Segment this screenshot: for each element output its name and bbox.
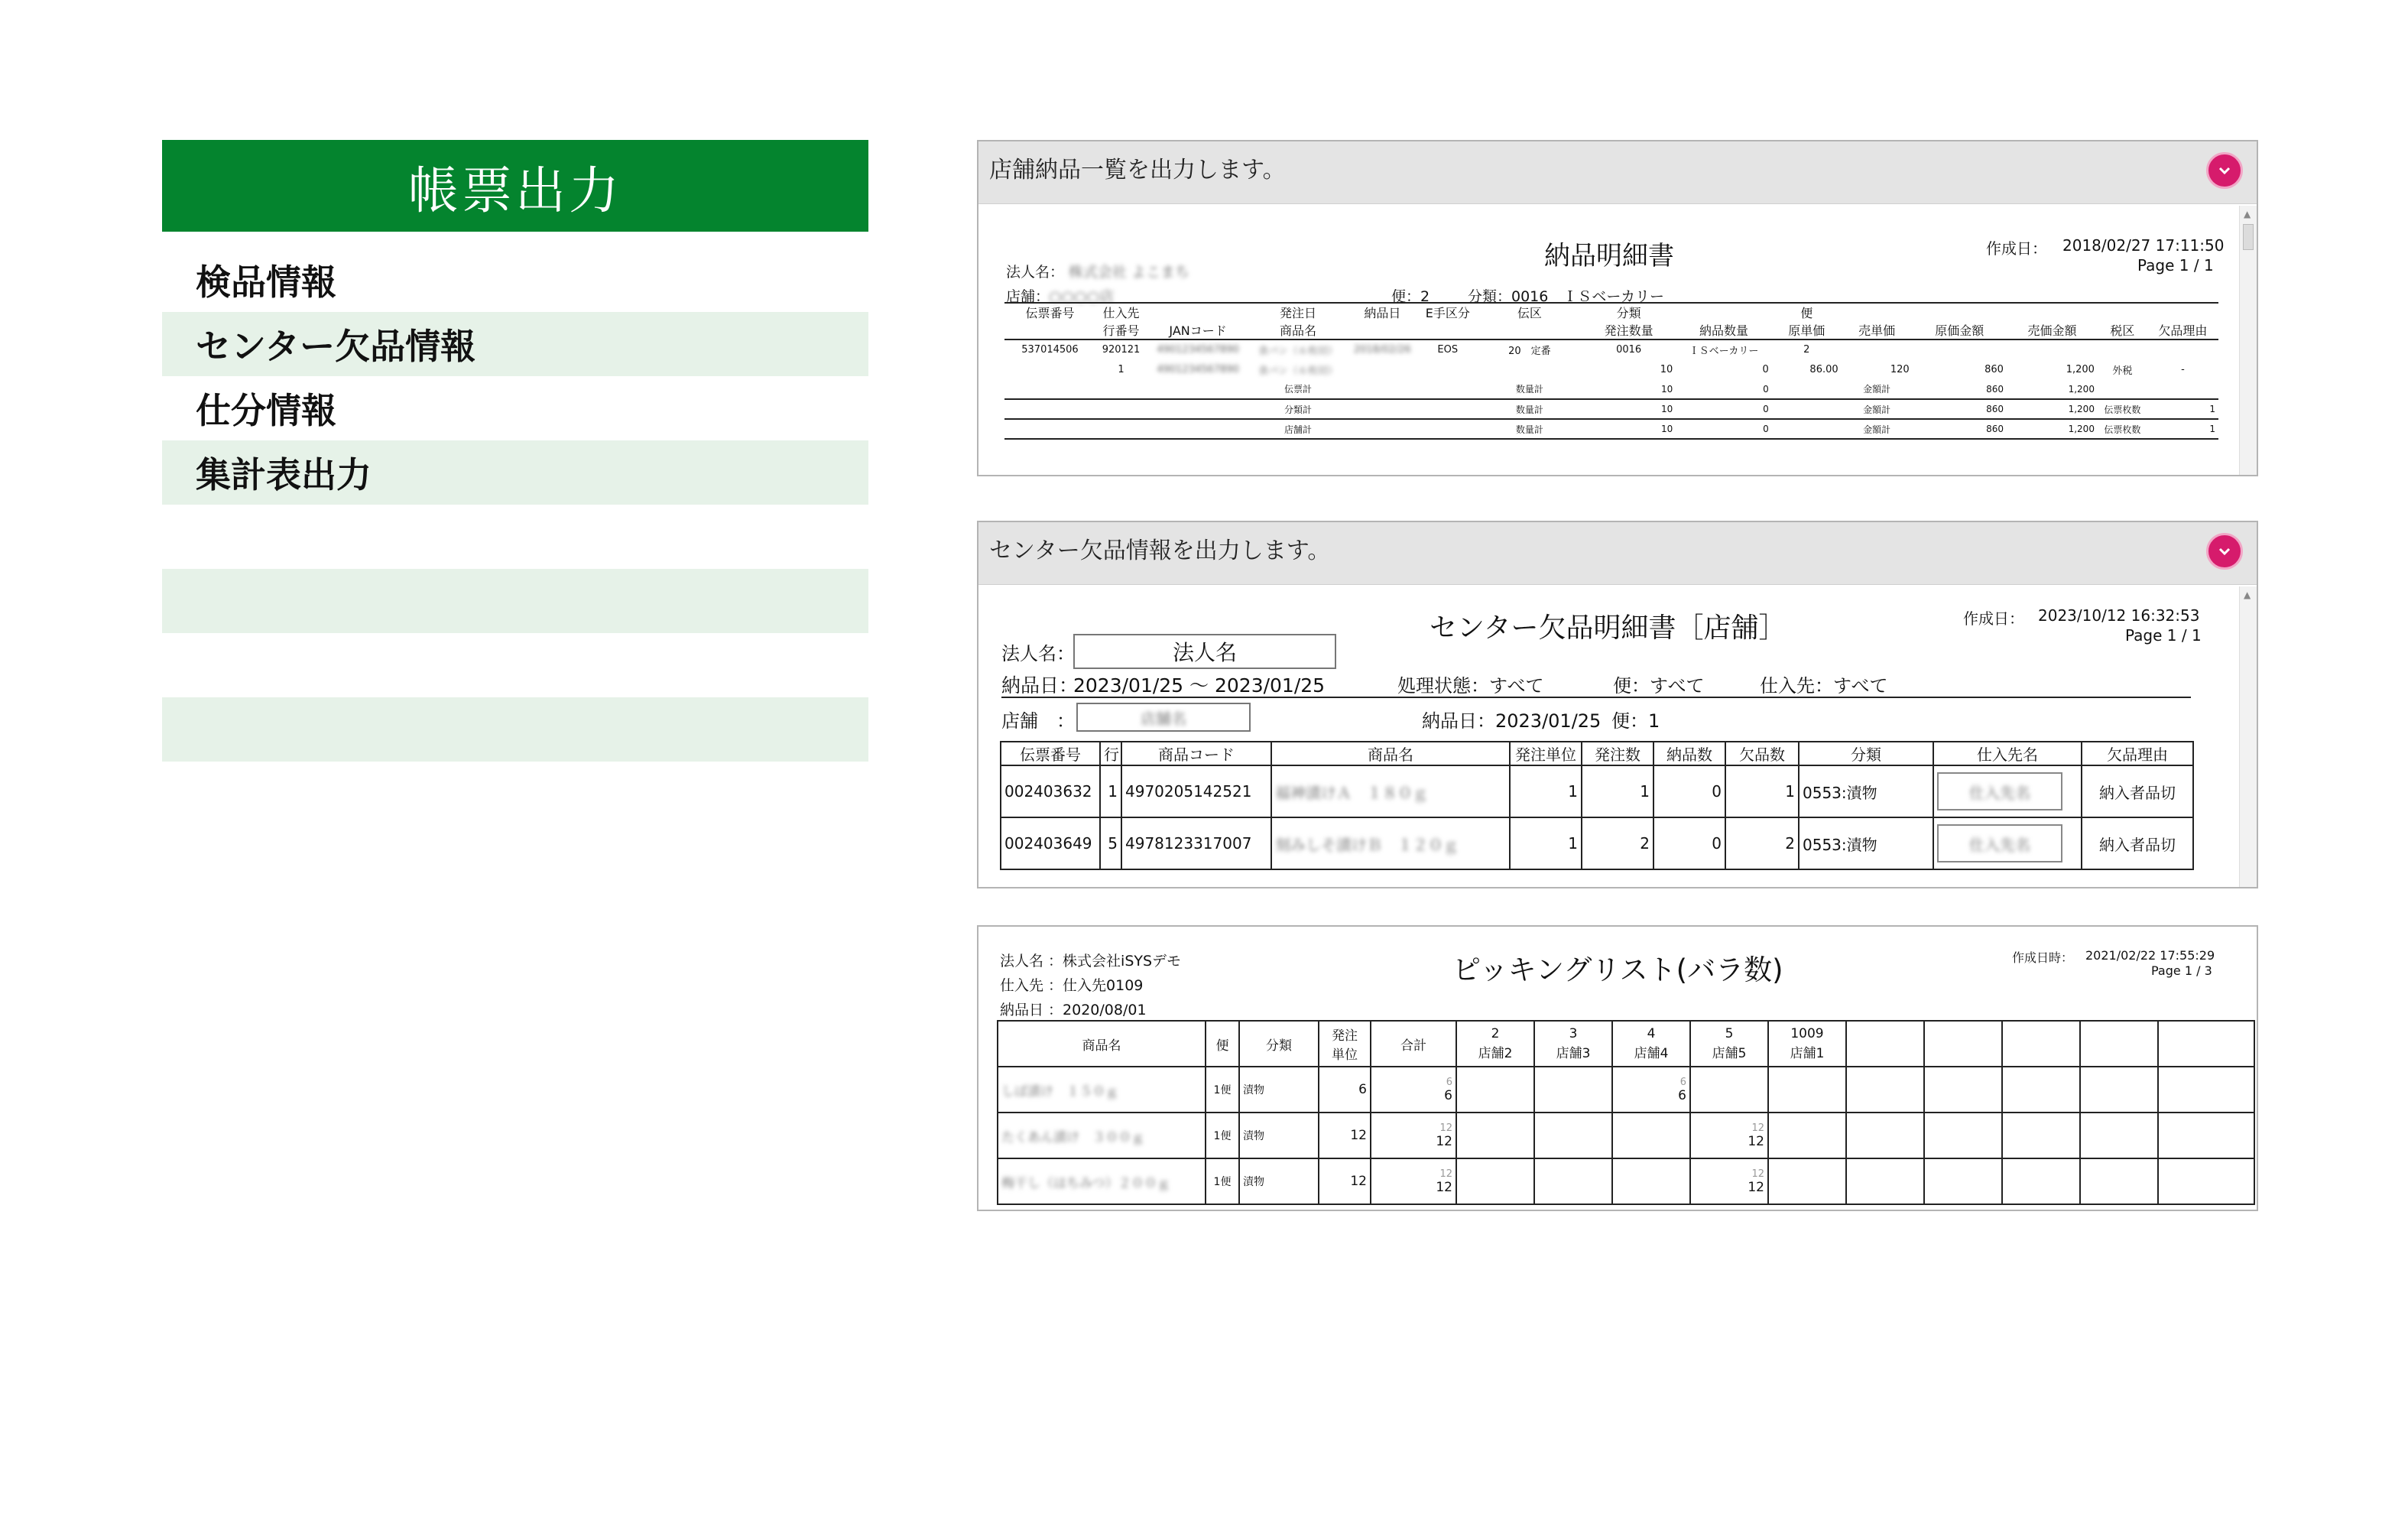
panel-description: センター欠品情報を出力します。 (989, 538, 1331, 564)
store-qty-cell (1846, 1158, 1924, 1204)
store-header-cell (1768, 1021, 1846, 1067)
total-value: 12 (1436, 1179, 1452, 1195)
subtotal-cell: 0 (1676, 379, 1771, 399)
store-qty-cell (1846, 1067, 1924, 1113)
subtotal-cell (2147, 379, 2218, 399)
subtotal-cell (1772, 419, 1842, 439)
store-number: 5 (1725, 1026, 1734, 1041)
shortage-qty: 1 (1725, 765, 1799, 817)
expand-toggle-button[interactable] (2206, 152, 2243, 189)
store-name: ○○○○店 (1049, 288, 1115, 305)
store-qty-cell (1768, 1067, 1846, 1113)
subtotal-cell (1418, 379, 1478, 399)
category: 0553:漬物 (1799, 817, 1933, 869)
category: 漬物 (1239, 1113, 1319, 1158)
subtotal-cell: 伝票計 (1249, 379, 1347, 399)
table-cell (1347, 359, 1418, 379)
table-cell: 920121 (1102, 344, 1141, 356)
total-value: 12 (1436, 1133, 1452, 1149)
table-cell (1004, 359, 1095, 379)
line-number: 5 (1100, 817, 1121, 869)
header-cell: 伝区 (1478, 303, 1582, 321)
header-cell: 欠品数 (1725, 742, 1799, 765)
supplier-line: 仕入先 ：仕入先0109 (1000, 977, 1144, 994)
corp-label: 法人名： (1006, 264, 1065, 281)
store-qty-cell (1924, 1158, 2002, 1204)
table-cell (1418, 359, 1478, 379)
store-header-cell (1534, 1021, 1612, 1067)
category-label: 分類：0016 ＩＳベーカリー (1468, 288, 1664, 305)
delivery-range-label: 納品日： (1001, 674, 1079, 697)
header-cell: 合計 (1371, 1021, 1456, 1067)
delivery-list-panel (977, 140, 2258, 476)
total-cell (1371, 1067, 1456, 1113)
table-cell: - (2181, 363, 2185, 375)
bin: 1便 (1206, 1113, 1239, 1158)
table-row (998, 1067, 2254, 1113)
subtotal-row (1004, 379, 2218, 399)
header-cell (1913, 303, 2007, 321)
line-number: 1 (1100, 765, 1121, 817)
table-header-row (1001, 742, 2193, 765)
header-cell (2098, 303, 2147, 321)
subtotal-cell: 0 (1676, 399, 1771, 419)
store-qty-cell (2158, 1113, 2254, 1158)
header-cell: 売単価 (1842, 321, 1913, 339)
header-cell: 便 (1772, 303, 1842, 321)
subtotal-cell: 860 (1913, 379, 2007, 399)
table-cell: 537014506 (1021, 344, 1079, 356)
header-cell: 発注単位 (1510, 742, 1582, 765)
store-number: 3 (1569, 1026, 1578, 1041)
header-cell: 原価金額 (1913, 321, 2007, 339)
header-cell: 税区 (2098, 321, 2147, 339)
table-row (998, 1113, 2254, 1158)
created-date: 2021/02/22 17:55:29 (2085, 948, 2215, 963)
header-cell: 商品名 (1249, 321, 1347, 339)
order-unit: 12 (1319, 1158, 1371, 1204)
supplier-filter: 仕入先：すべて (1760, 675, 1888, 697)
delivered-qty: 0 (1653, 817, 1725, 869)
store-header-cell (1456, 1021, 1534, 1067)
subtotal-cell (1347, 379, 1418, 399)
table-row (1001, 817, 2193, 869)
product-code: 4978123317007 (1121, 817, 1271, 869)
store-number: 1009 (1790, 1026, 1824, 1041)
delivery-detail-table (1004, 302, 2218, 440)
delivery-range: 2023/01/25 ～ 2023/01/25 (1073, 674, 1326, 697)
corp-name: 法人名 (1172, 640, 1237, 665)
table-row (1001, 765, 2193, 817)
store-qty-cell (2080, 1113, 2158, 1158)
subtotal-cell (1418, 399, 1478, 419)
store-header-cell (2080, 1021, 2158, 1067)
table-cell: ＩＳベーカリー (1689, 346, 1759, 357)
store-qty-cell (1534, 1113, 1612, 1158)
store-name: 店舗名 (1141, 709, 1186, 728)
store-qty-cell (2080, 1067, 2158, 1113)
store-qty-cell (1924, 1067, 2002, 1113)
store-qty-cell (1456, 1067, 1534, 1113)
menu-item-sorting[interactable]: 仕分情報 (196, 390, 336, 431)
header-cell: 発注日 (1249, 303, 1347, 321)
store-header-cell (2158, 1021, 2254, 1067)
category: 漬物 (1239, 1158, 1319, 1204)
store-label: 店舗 ： (1001, 710, 1075, 732)
store-qty-cell (2158, 1158, 2254, 1204)
store-name: 店舗2 (1478, 1046, 1513, 1061)
expand-toggle-button[interactable] (2206, 533, 2243, 570)
store-qty-cell (2080, 1158, 2158, 1204)
header-cell: 原単価 (1772, 321, 1842, 339)
store-name: 店舗1 (1790, 1046, 1825, 1061)
shortage-reason: 納入者品切 (2082, 765, 2193, 817)
panel-description: 店舗納品一覧を出力します。 (989, 157, 1286, 184)
table-cell: 外税 (2112, 365, 2133, 377)
bin: 1便 (1206, 1158, 1239, 1204)
table-cell (2007, 339, 2098, 359)
chevron-down-icon (2216, 543, 2233, 560)
table-cell (1913, 339, 2007, 359)
table-cell: 4901234567890 (1157, 363, 1239, 375)
delivery-date: 納品日：2023/01/25 (1422, 710, 1602, 732)
header-cell (1004, 321, 1095, 339)
store-qty-sub: 12 (1751, 1122, 1764, 1134)
bin-label: 便：2 (1391, 288, 1430, 305)
shortage-qty: 2 (1725, 817, 1799, 869)
store-header-cell (1846, 1021, 1924, 1067)
header-cell: 商品名 (1271, 742, 1510, 765)
order-unit: 1 (1510, 765, 1582, 817)
order-qty: 2 (1582, 817, 1653, 869)
store-qty-value: 12 (1748, 1179, 1764, 1195)
supplier-name-cell (1933, 817, 2082, 869)
store-qty-cell (1690, 1067, 1768, 1113)
panel-header (978, 141, 2257, 204)
store-name: 店舗5 (1712, 1046, 1747, 1061)
table-cell: 0 (1762, 363, 1769, 375)
menu-item-summary-output[interactable]: 集計表出力 (162, 440, 868, 505)
order-unit: 6 (1319, 1067, 1371, 1113)
store-name: 店舗3 (1556, 1046, 1591, 1061)
subtotal-cell (1095, 419, 1147, 439)
store-header-cell (2002, 1021, 2080, 1067)
header-cell: 分類 (1582, 303, 1676, 321)
subtotal-cell: 10 (1582, 379, 1676, 399)
header-cell: 行 (1100, 742, 1121, 765)
subtotal-cell: 860 (1913, 419, 2007, 439)
shortage-table (1000, 741, 2194, 870)
product-name: たくあん漬け ３００ｇ (998, 1113, 1206, 1158)
bin-filter: 便：すべて (1613, 675, 1705, 697)
total-sub: 6 (1446, 1076, 1452, 1088)
subtotal-cell (1095, 379, 1147, 399)
header-cell (1842, 303, 1913, 321)
panel-header (978, 522, 2257, 585)
header-cell: 発注 単位 (1319, 1021, 1371, 1067)
center-shortage-panel (977, 521, 2258, 888)
header-cell: 分類 (1239, 1021, 1319, 1067)
subtotal-cell: 分類計 (1249, 399, 1347, 419)
header-cell (2147, 303, 2218, 321)
header-cell: 納品日 (1347, 303, 1418, 321)
report-title: 納品明細書 (1544, 241, 1674, 271)
chevron-down-icon (2216, 162, 2233, 179)
bin: 1便 (1206, 1067, 1239, 1113)
header-cell (1676, 303, 1771, 321)
store-qty-value: 6 (1678, 1087, 1686, 1103)
subtotal-cell: 1 (2147, 419, 2218, 439)
store-qty-cell (1768, 1113, 1846, 1158)
store-qty-cell (1612, 1067, 1690, 1113)
subtotal-cell: 0 (1676, 419, 1771, 439)
store-qty-cell (1924, 1113, 2002, 1158)
bin-value: 便：1 (1611, 710, 1660, 732)
header-cell: 発注数 (1582, 742, 1653, 765)
store-qty-cell (2002, 1067, 2080, 1113)
report-title: センター欠品明細書［店舗］ (1430, 612, 1787, 644)
header-cell: 行番号 (1095, 321, 1147, 339)
header-cell: 商品コード (1121, 742, 1271, 765)
store-qty-cell (2002, 1113, 2080, 1158)
product-name: しば漬け １５０ｇ (998, 1067, 1206, 1113)
subtotal-cell: 1,200 (2007, 399, 2098, 419)
store-qty-cell (1690, 1113, 1768, 1158)
picking-list-panel (977, 925, 2258, 1211)
table-row (1004, 339, 2218, 359)
store-qty-cell (1690, 1158, 1768, 1204)
page-number: Page 1 / 1 (2125, 626, 2202, 645)
divider (1001, 697, 2191, 698)
supplier-name-box (1937, 772, 2062, 810)
store-qty-cell (1612, 1113, 1690, 1158)
page-number: Page 1 / 3 (2151, 963, 2212, 978)
table-cell: 0016 (1616, 344, 1642, 356)
table-cell (1478, 359, 1582, 379)
page-number: Page 1 / 1 (2137, 256, 2214, 274)
store-qty-cell (2002, 1158, 2080, 1204)
table-cell: 86.00 (1809, 363, 1838, 375)
header-cell: 売価金額 (2007, 321, 2098, 339)
subtotal-cell: 1,200 (2007, 379, 2098, 399)
subtotal-cell: 数量計 (1478, 379, 1582, 399)
header-cell: 欠品理由 (2082, 742, 2193, 765)
subtotal-cell: 伝票枚数 (2098, 399, 2147, 419)
delivery-line: 納品日 ：2020/08/01 (1000, 1002, 1147, 1018)
supplier-name-cell (1933, 765, 2082, 817)
store-qty-cell (1456, 1113, 1534, 1158)
created-label: 作成日： (1986, 239, 2047, 258)
table-cell: 2018/02/26 (1353, 344, 1411, 356)
header-cell: 商品名 (998, 1021, 1206, 1067)
subtotal-row (1004, 399, 2218, 419)
created-date: 2018/02/27 17:11:50 (2062, 236, 2225, 255)
table-header-row (998, 1021, 2254, 1067)
subtotal-cell (1147, 419, 1249, 439)
header-cell (1478, 321, 1582, 339)
supplier-name-box (1937, 824, 2062, 862)
store-qty-cell (2158, 1067, 2254, 1113)
slip-number: 002403632 (1001, 765, 1100, 817)
header-cell: 納品数量 (1676, 321, 1771, 339)
menu-row-empty (162, 569, 868, 633)
subtotal-cell: 860 (1913, 399, 2007, 419)
created-date: 2023/10/12 16:32:53 (2038, 606, 2200, 625)
order-unit: 1 (1510, 817, 1582, 869)
subtotal-cell: 店舗計 (1249, 419, 1347, 439)
product-name: 刻みしそ漬けＢ １２０ｇ (1271, 817, 1510, 869)
scrollbar[interactable] (2239, 206, 2257, 475)
header-cell: 納品数 (1653, 742, 1725, 765)
store-header-cell (1690, 1021, 1768, 1067)
header-cell: 仕入先名 (1933, 742, 2082, 765)
header-cell: 伝票番号 (1001, 742, 1100, 765)
subtotal-cell: 1,200 (2007, 419, 2098, 439)
product-name: 福神漬けＡ １８０ｇ (1271, 765, 1510, 817)
menu-item-inspection[interactable]: 検品情報 (196, 261, 336, 303)
subtotal-cell (1004, 399, 1095, 419)
subtotal-row (1004, 419, 2218, 439)
header-cell: 分類 (1799, 742, 1933, 765)
delivered-qty: 0 (1653, 765, 1725, 817)
subtotal-cell (1347, 399, 1418, 419)
table-cell: EOS (1437, 344, 1459, 356)
store-qty-cell (1534, 1067, 1612, 1113)
table-cell: 1,200 (2066, 363, 2095, 375)
subtotal-cell (1095, 399, 1147, 419)
store-qty-sub: 12 (1751, 1168, 1764, 1180)
subtotal-cell (1772, 399, 1842, 419)
store-qty-sub: 6 (1679, 1076, 1686, 1088)
store-header-cell (1612, 1021, 1690, 1067)
subtotal-cell: 伝票枚数 (2098, 419, 2147, 439)
store-qty-value: 12 (1748, 1133, 1764, 1149)
header-cell (1147, 303, 1249, 321)
shortage-reason: 納入者品切 (2082, 817, 2193, 869)
header-cell: 仕入先 (1095, 303, 1147, 321)
table-cell: 4901234567890 (1157, 344, 1239, 356)
store-name: 店舗4 (1634, 1046, 1669, 1061)
table-header-row (1004, 321, 2218, 339)
store-header-cell (1924, 1021, 2002, 1067)
subtotal-cell (2098, 379, 2147, 399)
slip-number: 002403649 (1001, 817, 1100, 869)
table-row (1004, 359, 2218, 379)
subtotal-cell: 1 (2147, 399, 2218, 419)
order-qty: 1 (1582, 765, 1653, 817)
table-cell: 食パン（６枚切） (1258, 346, 1338, 357)
store-qty-cell (1612, 1158, 1690, 1204)
header-cell: 伝票番号 (1004, 303, 1095, 321)
store-number: 2 (1491, 1026, 1500, 1041)
header-cell: JANコード (1147, 321, 1249, 339)
corp-name-box (1073, 634, 1336, 669)
total-cell (1371, 1113, 1456, 1158)
table-cell (2147, 339, 2218, 359)
table-cell: 120 (1890, 363, 1910, 375)
corp-line: 法人名 ：株式会社iSYSデモ (1000, 953, 1182, 970)
store-qty-cell (1534, 1158, 1612, 1204)
scroll-up-icon[interactable]: ▲ (2244, 209, 2251, 219)
supplier-name: 仕入先名 (1969, 835, 2030, 854)
subtotal-cell: 数量計 (1478, 399, 1582, 419)
scrollbar[interactable] (2239, 586, 2257, 887)
subtotal-cell: 金額計 (1842, 379, 1913, 399)
table-row (998, 1158, 2254, 1204)
category: 0553:漬物 (1799, 765, 1933, 817)
status-filter: 処理状態：すべて (1397, 675, 1544, 697)
header-cell: 発注数量 (1582, 321, 1676, 339)
subtotal-cell (1772, 379, 1842, 399)
subtotal-cell (1004, 419, 1095, 439)
store-number: 4 (1647, 1026, 1656, 1041)
product-name: 梅干し（はちみつ）２００ｇ (998, 1158, 1206, 1204)
menu-row-empty (162, 697, 868, 762)
total-value: 6 (1444, 1087, 1452, 1103)
scroll-up-icon[interactable]: ▲ (2244, 590, 2251, 600)
subtotal-cell (1418, 419, 1478, 439)
table-cell (2098, 339, 2147, 359)
corp-name: 株式会社 よこまち (1069, 264, 1190, 281)
report-title: ピッキングリスト(バラ数) (1452, 953, 1783, 986)
header-cell: 欠品理由 (2147, 321, 2218, 339)
store-qty-cell (1456, 1158, 1534, 1204)
store-qty-cell (1846, 1113, 1924, 1158)
subtotal-cell: 金額計 (1842, 419, 1913, 439)
order-unit: 12 (1319, 1113, 1371, 1158)
table-cell: 食パン（６枚切） (1258, 365, 1338, 377)
product-code: 4970205142521 (1121, 765, 1271, 817)
table-cell: 1 (1118, 363, 1124, 375)
picking-table (997, 1020, 2255, 1205)
menu-item-center-shortage[interactable]: センター欠品情報 (162, 312, 868, 376)
header-cell (1347, 321, 1418, 339)
subtotal-cell (1147, 379, 1249, 399)
store-qty-cell (1768, 1158, 1846, 1204)
table-header-row (1004, 303, 2218, 321)
table-cell: 10 (1660, 363, 1673, 375)
corp-label: 法人名： (1001, 643, 1075, 664)
table-cell: 2 (1803, 344, 1810, 356)
subtotal-cell: 10 (1582, 419, 1676, 439)
created-label: 作成日： (1963, 609, 2024, 628)
subtotal-cell: 10 (1582, 399, 1676, 419)
table-cell: 20 定番 (1508, 346, 1551, 357)
header-cell: 便 (1206, 1021, 1239, 1067)
category: 漬物 (1239, 1067, 1319, 1113)
store-name-box (1076, 703, 1251, 732)
subtotal-cell: 数量計 (1478, 419, 1582, 439)
header-cell (2007, 303, 2098, 321)
subtotal-cell: 金額計 (1842, 399, 1913, 419)
subtotal-cell (1004, 379, 1095, 399)
subtotal-cell (1147, 399, 1249, 419)
supplier-name: 仕入先名 (1969, 783, 2030, 802)
subtotal-cell (1347, 419, 1418, 439)
scroll-thumb[interactable] (2243, 224, 2254, 250)
header-cell: E手区分 (1418, 303, 1478, 321)
menu-title: 帳票出力 (162, 140, 868, 232)
table-cell (1842, 339, 1913, 359)
store-label: 店舗： (1006, 288, 1050, 305)
header-cell (1418, 321, 1478, 339)
table-cell: 860 (1984, 363, 2004, 375)
total-sub: 12 (1439, 1168, 1452, 1180)
created-label: 作成日時： (2012, 950, 2074, 965)
total-cell (1371, 1158, 1456, 1204)
total-sub: 12 (1439, 1122, 1452, 1134)
